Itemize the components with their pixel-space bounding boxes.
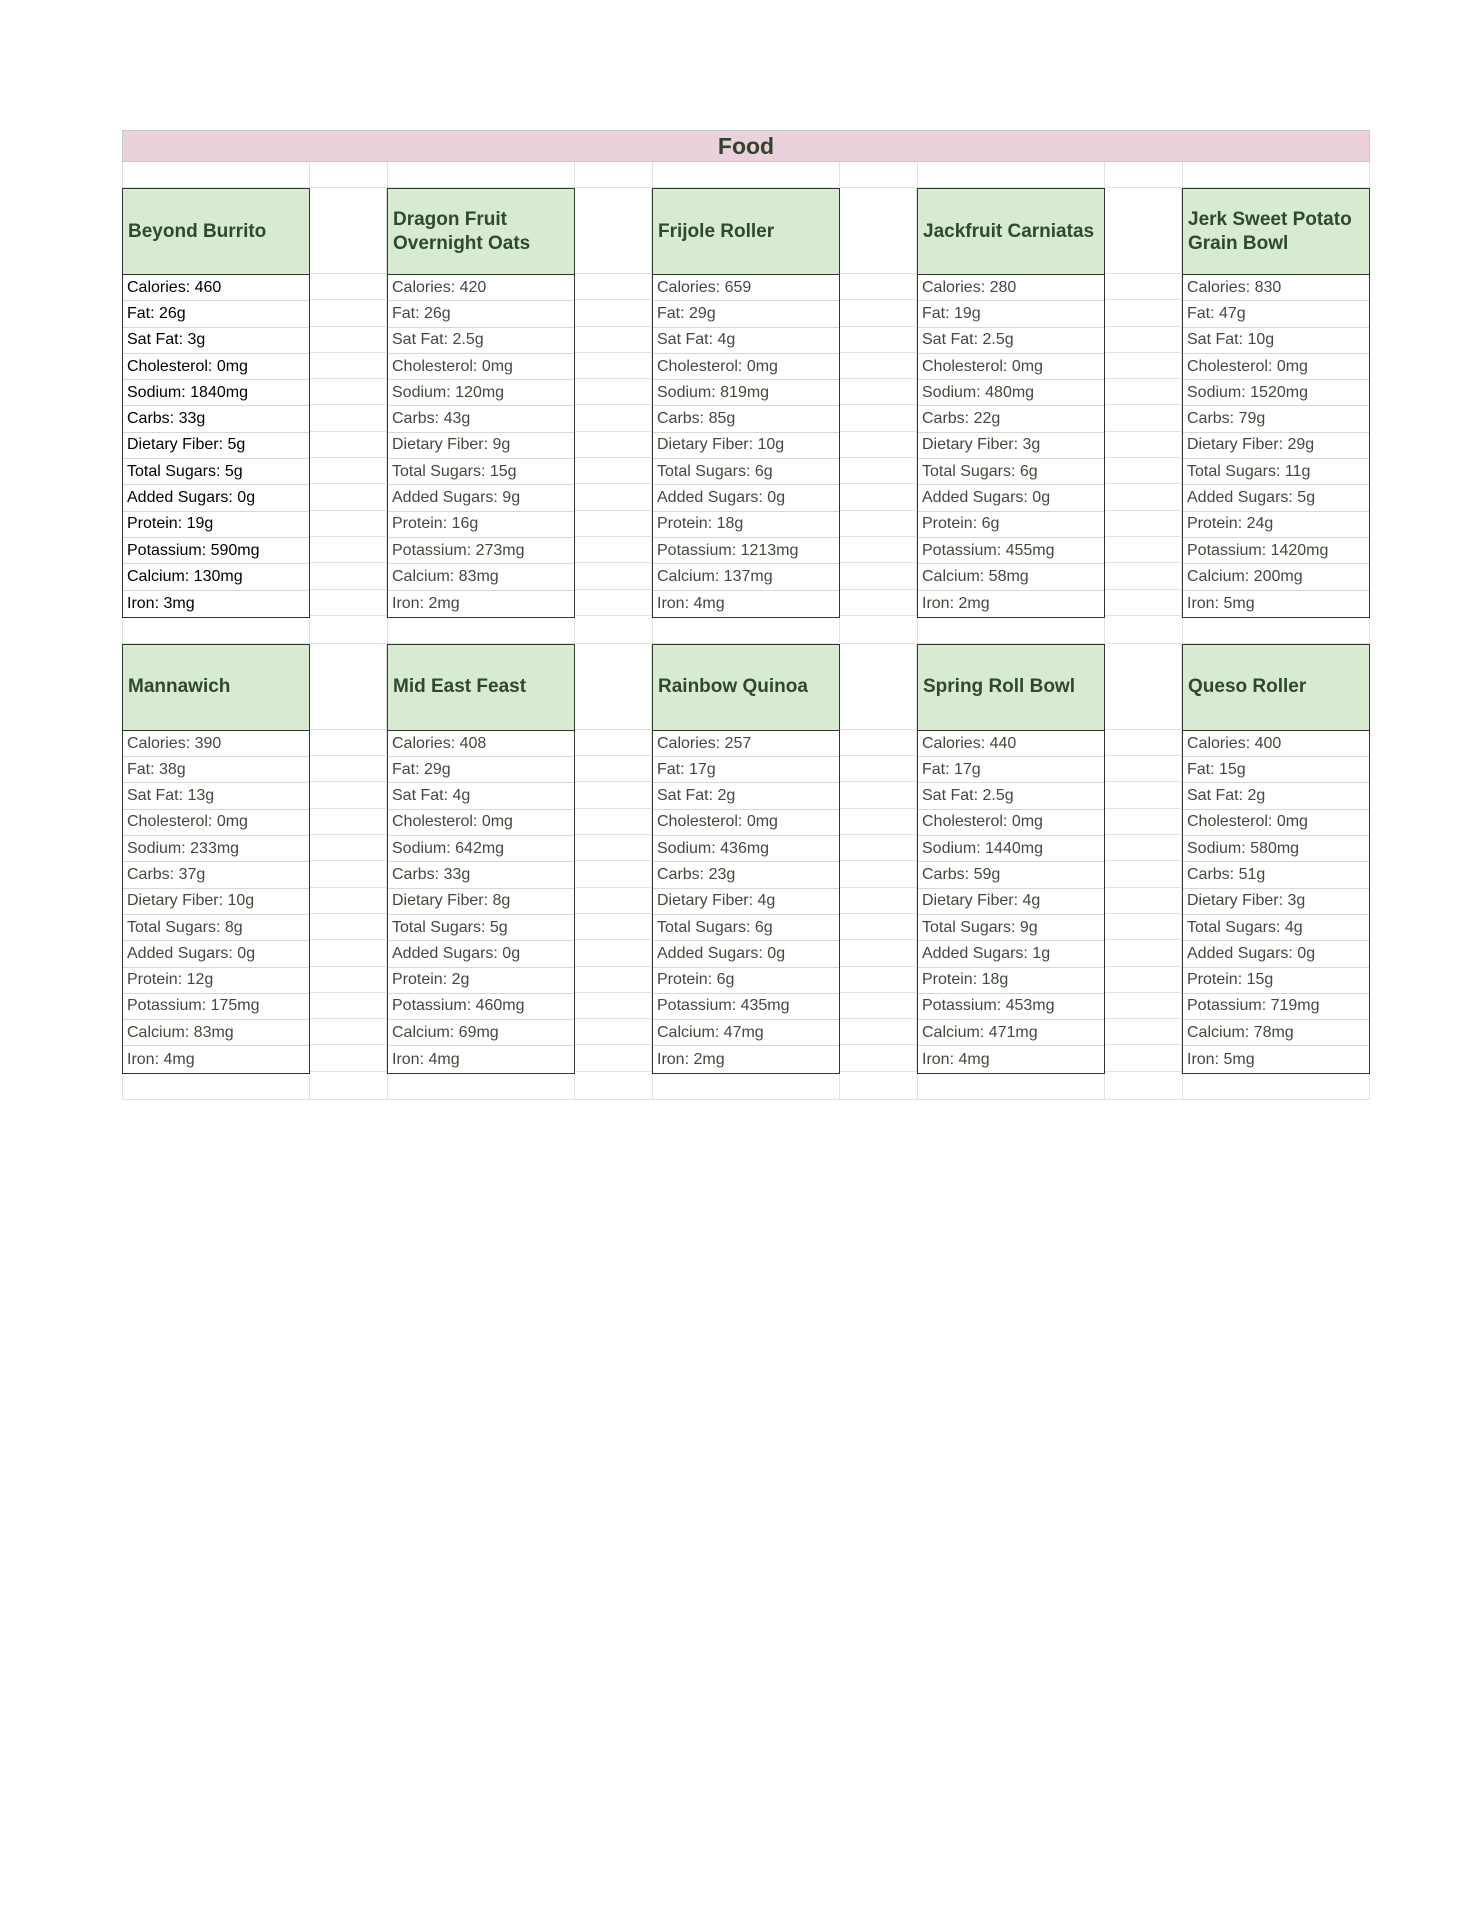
food-card-frame — [652, 644, 840, 1074]
food-card-frame — [387, 188, 575, 618]
nutrient-row: Cholesterol: 0mg — [388, 810, 574, 836]
nutrient-row: Dietary Fiber: 10g — [123, 889, 309, 915]
food-card-frame — [387, 644, 575, 1074]
nutrient-row: Total Sugars: 5g — [388, 915, 574, 941]
nutrient-row: Cholesterol: 0mg — [653, 810, 839, 836]
nutrient-row: Cholesterol: 0mg — [918, 354, 1104, 380]
nutrient-row: Carbs: 37g — [123, 862, 309, 888]
food-name: Queso Roller — [1183, 645, 1369, 731]
food-card-frame — [917, 644, 1105, 1074]
nutrient-row: Total Sugars: 6g — [653, 915, 839, 941]
food-row-2 — [122, 644, 1370, 1074]
nutrient-row: Calcium: 58mg — [918, 564, 1104, 590]
food-card — [652, 188, 840, 618]
nutrient-row: Calories: 460 — [123, 275, 309, 301]
nutrient-row: Sodium: 1520mg — [1183, 380, 1369, 406]
nutrient-row: Carbs: 51g — [1183, 862, 1369, 888]
nutrient-list — [918, 731, 1104, 1073]
nutrient-row: Calcium: 471mg — [918, 1020, 1104, 1046]
food-card — [1182, 644, 1370, 1074]
nutrient-row: Calories: 659 — [653, 275, 839, 301]
nutrient-row: Added Sugars: 0g — [653, 941, 839, 967]
nutrient-row: Calories: 408 — [388, 731, 574, 757]
food-card — [387, 644, 575, 1074]
nutrient-row: Fat: 17g — [918, 757, 1104, 783]
nutrient-row: Protein: 16g — [388, 512, 574, 538]
nutrient-row: Potassium: 455mg — [918, 538, 1104, 564]
nutrient-row: Potassium: 435mg — [653, 994, 839, 1020]
nutrient-row: Protein: 6g — [918, 512, 1104, 538]
food-card-frame — [122, 644, 310, 1074]
food-name: Spring Roll Bowl — [918, 645, 1104, 731]
nutrient-row: Calories: 390 — [123, 731, 309, 757]
nutrient-row: Sat Fat: 2.5g — [918, 783, 1104, 809]
nutrient-row: Iron: 4mg — [392, 1050, 460, 1068]
nutrient-row: Carbs: 22g — [918, 406, 1104, 432]
nutrient-row: Dietary Fiber: 10g — [653, 433, 839, 459]
nutrient-row: Sodium: 580mg — [1183, 836, 1369, 862]
nutrient-row: Iron: 2mg — [392, 594, 460, 612]
nutrient-row: Fat: 29g — [653, 301, 839, 327]
nutrient-row: Sat Fat: 2g — [653, 783, 839, 809]
nutrient-row: Iron: 2mg — [922, 594, 990, 612]
nutrient-row: Fat: 26g — [388, 301, 574, 327]
food-card — [387, 188, 575, 618]
nutrient-row: Added Sugars: 0g — [1183, 941, 1369, 967]
nutrient-row: Calories: 280 — [918, 275, 1104, 301]
nutrient-row: Carbs: 79g — [1183, 406, 1369, 432]
nutrient-row: Cholesterol: 0mg — [653, 354, 839, 380]
food-name: Jackfruit Carniatas — [918, 189, 1104, 275]
food-name: Dragon Fruit Overnight Oats — [388, 189, 574, 275]
spacer-column — [575, 644, 652, 1074]
nutrient-row: Fat: 29g — [388, 757, 574, 783]
spacer-column — [1105, 644, 1182, 1074]
nutrient-row: Sodium: 480mg — [918, 380, 1104, 406]
nutrient-row: Cholesterol: 0mg — [1183, 810, 1369, 836]
food-card-frame — [1182, 644, 1370, 1074]
nutrient-row: Total Sugars: 6g — [918, 459, 1104, 485]
food-name: Beyond Burrito — [123, 189, 309, 275]
nutrient-row: Added Sugars: 0g — [388, 941, 574, 967]
nutrient-row: Iron: 3mg — [127, 594, 195, 612]
food-card-frame — [1182, 188, 1370, 618]
food-card — [917, 188, 1105, 618]
nutrient-row: Calcium: 200mg — [1183, 564, 1369, 590]
food-card-frame — [122, 188, 310, 618]
nutrient-row: Calories: 400 — [1183, 731, 1369, 757]
spacer-column — [310, 188, 387, 618]
food-card — [652, 644, 840, 1074]
nutrient-row: Total Sugars: 8g — [123, 915, 309, 941]
nutrient-row: Potassium: 460mg — [388, 994, 574, 1020]
nutrient-row: Potassium: 453mg — [918, 994, 1104, 1020]
nutrient-row: Total Sugars: 11g — [1183, 459, 1369, 485]
nutrient-list — [918, 275, 1104, 617]
nutrient-row: Sodium: 1440mg — [918, 836, 1104, 862]
nutrient-row: Iron: 2mg — [657, 1050, 725, 1068]
nutrient-row: Iron: 4mg — [922, 1050, 990, 1068]
nutrient-list — [388, 275, 574, 617]
nutrient-row: Iron: 5mg — [1187, 1050, 1255, 1068]
nutrient-row: Dietary Fiber: 9g — [388, 433, 574, 459]
nutrient-row: Calcium: 83mg — [388, 564, 574, 590]
nutrient-list — [123, 731, 309, 1073]
nutrient-row: Sodium: 233mg — [123, 836, 309, 862]
nutrient-row: Protein: 18g — [653, 512, 839, 538]
nutrient-row: Cholesterol: 0mg — [123, 810, 309, 836]
nutrient-row: Cholesterol: 0mg — [1183, 354, 1369, 380]
nutrient-row: Added Sugars: 5g — [1183, 485, 1369, 511]
nutrient-row: Potassium: 1213mg — [653, 538, 839, 564]
nutrient-row: Carbs: 23g — [653, 862, 839, 888]
nutrient-row: Carbs: 33g — [388, 862, 574, 888]
nutrient-row: Dietary Fiber: 29g — [1183, 433, 1369, 459]
spacer-column — [840, 188, 917, 618]
spacer-column — [310, 644, 387, 1074]
nutrient-row: Protein: 18g — [918, 968, 1104, 994]
nutrient-row: Added Sugars: 0g — [123, 485, 309, 511]
nutrient-row: Potassium: 1420mg — [1183, 538, 1369, 564]
nutrient-row: Fat: 26g — [123, 301, 309, 327]
nutrient-row: Sat Fat: 2.5g — [918, 328, 1104, 354]
nutrient-row: Calories: 420 — [388, 275, 574, 301]
nutrient-row: Cholesterol: 0mg — [918, 810, 1104, 836]
nutrient-row: Added Sugars: 0g — [918, 485, 1104, 511]
food-card — [917, 644, 1105, 1074]
nutrient-row: Fat: 47g — [1183, 301, 1369, 327]
nutrient-row: Carbs: 85g — [653, 406, 839, 432]
nutrient-row: Protein: 12g — [123, 968, 309, 994]
food-name: Rainbow Quinoa — [653, 645, 839, 731]
nutrient-row: Sodium: 436mg — [653, 836, 839, 862]
nutrient-row: Fat: 15g — [1183, 757, 1369, 783]
nutrient-row: Carbs: 59g — [918, 862, 1104, 888]
food-name: Mid East Feast — [388, 645, 574, 731]
nutrient-list — [123, 275, 309, 617]
nutrient-row: Total Sugars: 15g — [388, 459, 574, 485]
food-card-frame — [652, 188, 840, 618]
nutrient-row: Sat Fat: 2.5g — [388, 328, 574, 354]
nutrient-row: Sodium: 642mg — [388, 836, 574, 862]
food-name: Mannawich — [123, 645, 309, 731]
nutrient-row: Added Sugars: 1g — [918, 941, 1104, 967]
sheet-title: Food — [122, 130, 1370, 162]
spreadsheet — [122, 130, 1370, 1100]
nutrient-row: Dietary Fiber: 4g — [653, 889, 839, 915]
nutrient-row: Protein: 19g — [123, 512, 309, 538]
nutrient-row: Sat Fat: 2g — [1183, 783, 1369, 809]
food-card-frame — [917, 188, 1105, 618]
nutrient-row: Potassium: 590mg — [123, 538, 309, 564]
nutrient-row: Calcium: 78mg — [1183, 1020, 1369, 1046]
nutrient-row: Dietary Fiber: 8g — [388, 889, 574, 915]
food-card — [1182, 188, 1370, 618]
nutrient-row: Fat: 38g — [123, 757, 309, 783]
nutrient-row: Carbs: 43g — [388, 406, 574, 432]
food-name: Jerk Sweet Potato Grain Bowl — [1183, 189, 1369, 275]
nutrient-row: Calcium: 47mg — [653, 1020, 839, 1046]
nutrient-list — [653, 731, 839, 1073]
nutrient-row: Sat Fat: 13g — [123, 783, 309, 809]
nutrient-row: Sat Fat: 10g — [1183, 328, 1369, 354]
nutrient-row: Protein: 6g — [653, 968, 839, 994]
nutrient-row: Added Sugars: 9g — [388, 485, 574, 511]
nutrient-row: Fat: 19g — [918, 301, 1104, 327]
nutrient-row: Protein: 24g — [1183, 512, 1369, 538]
nutrient-row: Calcium: 130mg — [123, 564, 309, 590]
nutrient-row: Calcium: 83mg — [123, 1020, 309, 1046]
nutrient-row: Dietary Fiber: 5g — [123, 433, 309, 459]
spacer-column — [1105, 188, 1182, 618]
nutrient-row: Added Sugars: 0g — [123, 941, 309, 967]
nutrient-row: Total Sugars: 5g — [123, 459, 309, 485]
nutrient-list — [1183, 275, 1369, 617]
nutrient-row: Total Sugars: 4g — [1183, 915, 1369, 941]
nutrient-list — [653, 275, 839, 617]
nutrient-row: Potassium: 175mg — [123, 994, 309, 1020]
nutrient-row: Carbs: 33g — [123, 406, 309, 432]
nutrient-row: Sodium: 819mg — [653, 380, 839, 406]
nutrient-row: Calories: 830 — [1183, 275, 1369, 301]
nutrient-row: Protein: 15g — [1183, 968, 1369, 994]
nutrient-row: Calcium: 137mg — [653, 564, 839, 590]
nutrient-row: Dietary Fiber: 3g — [1183, 889, 1369, 915]
food-card — [122, 188, 310, 618]
nutrient-list — [388, 731, 574, 1073]
nutrient-row: Calories: 440 — [918, 731, 1104, 757]
spacer-row — [122, 1074, 1370, 1100]
nutrient-row: Sat Fat: 3g — [123, 328, 309, 354]
nutrient-row: Total Sugars: 6g — [653, 459, 839, 485]
spacer-column — [575, 188, 652, 618]
nutrient-row: Fat: 17g — [653, 757, 839, 783]
nutrient-row: Protein: 2g — [388, 968, 574, 994]
nutrient-row: Sat Fat: 4g — [388, 783, 574, 809]
nutrient-row: Calcium: 69mg — [388, 1020, 574, 1046]
nutrient-row: Dietary Fiber: 4g — [918, 889, 1104, 915]
spacer-column — [840, 644, 917, 1074]
nutrient-row: Cholesterol: 0mg — [123, 354, 309, 380]
nutrient-row: Dietary Fiber: 3g — [918, 433, 1104, 459]
food-name: Frijole Roller — [653, 189, 839, 275]
nutrient-row: Sat Fat: 4g — [653, 328, 839, 354]
food-card — [122, 644, 310, 1074]
spacer-row — [122, 618, 1370, 644]
nutrient-row: Added Sugars: 0g — [653, 485, 839, 511]
nutrient-row: Iron: 5mg — [1187, 594, 1255, 612]
nutrient-row: Sodium: 120mg — [388, 380, 574, 406]
nutrient-list — [1183, 731, 1369, 1073]
nutrient-row: Potassium: 719mg — [1183, 994, 1369, 1020]
nutrient-row: Total Sugars: 9g — [918, 915, 1104, 941]
food-row-1 — [122, 188, 1370, 618]
nutrient-row: Iron: 4mg — [127, 1050, 195, 1068]
nutrient-row: Iron: 4mg — [657, 594, 725, 612]
nutrient-row: Cholesterol: 0mg — [388, 354, 574, 380]
spacer-row — [122, 162, 1370, 188]
nutrient-row: Sodium: 1840mg — [123, 380, 309, 406]
nutrient-row: Potassium: 273mg — [388, 538, 574, 564]
nutrient-row: Calories: 257 — [653, 731, 839, 757]
